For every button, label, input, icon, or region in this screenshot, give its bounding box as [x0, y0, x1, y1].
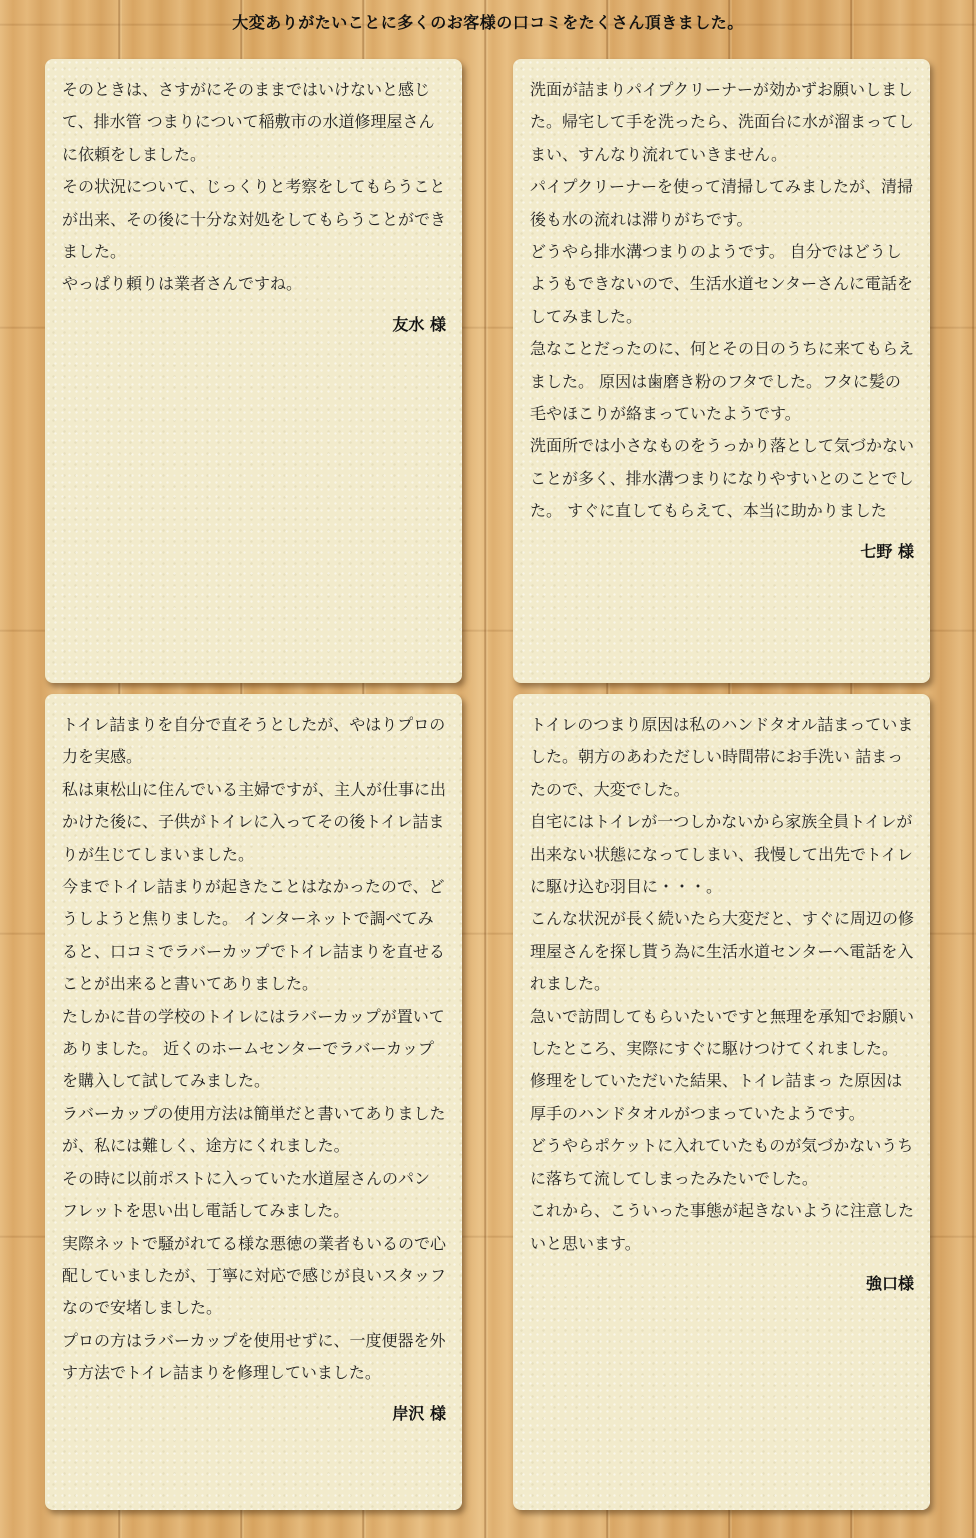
review-text: どうやらポケットに入れていたものが気づかないうちに落ちて流してしまったみたいでした。 — [530, 1136, 914, 1188]
reviewer-name: 岸沢 様 — [392, 1403, 446, 1423]
review-text: そのときは、さすがにそのままではいけないと感じて、排水管 つまりについて稲敷市の水道修理屋さんに依頼をしました。 — [62, 80, 435, 164]
review-text: 洗面所では小さなものをうっかり落として気づかないことが多く、排水溝つまりになりやすいとのことでした。 すぐに直してもらえて、本当に助かりました — [530, 436, 915, 521]
review-text: トイレのつまり原因は私のハンドタオル詰まっていました。朝方のあわただしい時間帯にお手洗い 詰まったので、大変でした。 — [530, 715, 914, 799]
review-text: 私は東松山に住んでいる主婦ですが、主人が仕事に出かけた後に、子供がトイレに入ってその後トイレ詰まりが生じてしまいました。 — [62, 779, 447, 864]
review-card — [513, 59, 930, 683]
review-card — [513, 694, 930, 1510]
reviewer-name: 強口様 — [865, 1273, 914, 1293]
review-text: 修理をしていただいた結果、トイレ詰まっ た原因は厚手のハンドタオルがつまっていたようです。 — [530, 1071, 903, 1123]
reviewer-name: 七野 様 — [860, 541, 914, 561]
review-text: パイプクリーナーを使って清掃してみましたが、清掃後も水の流れは滞りがちです。 — [530, 177, 914, 229]
review-text: こんな状況が長く続いたら大変だと、すぐに周辺の修理屋さんを探し貰う為に生活水道センターへ電話を入れました。 — [530, 909, 915, 994]
page-heading: 大変ありがたいことに多くのお客様の口コミをたくさん頂きました。 — [232, 13, 744, 32]
review-text: これから、こういった事態が起きないように注意したいと思います。 — [530, 1201, 915, 1253]
review-text: たしかに昔の学校のトイレにはラバーカップが置いてありました。 近くのホームセンターでラバーカップを購入して試してみました。 — [62, 1006, 445, 1091]
review-text: 自宅にはトイレが一つしかないから家族全員トイレが出来ない状態になってしまい、我慢して出先でトイレに駆け込む羽目に・・・。 — [530, 812, 913, 897]
review-card — [45, 59, 462, 683]
review-text: 洗面が詰まりパイプクリーナーが効かずお願いしました。帰宅して手を洗ったら、洗面台に水が溜まってしまい、すんなり流れていきません。 — [530, 80, 915, 164]
review-text: やっぱり頼りは業者さんですね。 — [62, 274, 303, 294]
review-text: ラバーカップの使用方法は簡単だと書いてありましたが、私には難しく、途方にくれました。 — [62, 1103, 446, 1156]
review-text: 急なことだったのに、何とその日のうちに来てもらえました。 原因は歯磨き粉のフタでした。フタに髪の毛やほこりが絡まっていたようです。 — [530, 339, 915, 424]
reviewer-name: 友水 様 — [392, 314, 446, 334]
review-text: トイレ詰まりを自分で直そうとしたが、やはりプロの力を実感。 — [62, 715, 446, 767]
review-text: 急いで訪問してもらいたいですと無理を承知でお願いしたところ、実際にすぐに駆けつけてくれました。 — [530, 1006, 915, 1059]
review-text: プロの方はラバーカップを使用せずに、一度便器を外す方法でトイレ詰まりを修理していました。 — [62, 1330, 446, 1383]
review-text: その時に以前ポストに入っていた水道屋さんのパンフレットを思い出し電話してみました。 — [62, 1168, 431, 1221]
review-text: 今までトイレ詰まりが起きたことはなかったので、どうしようと焦りました。 インターネットで調べてみると、口コミでラバーカップでトイレ詰まりを直せることが出来ると書いてありました。 — [62, 877, 445, 994]
review-text: その状況について、じっくりと考察をしてもらうことが出来、その後に十分な対処をしてもらうことができました。 — [62, 177, 447, 262]
review-card — [45, 694, 462, 1510]
review-text: 実際ネットで騒がれてる様な悪徳の業者もいるので心配していましたが、丁寧に対応で感じが良いスタッフなので安堵しました。 — [62, 1233, 447, 1318]
review-text: どうやら排水溝つまりのようです。 自分ではどうしようもできないので、生活水道センターさんに電話をしてみました。 — [530, 242, 914, 326]
